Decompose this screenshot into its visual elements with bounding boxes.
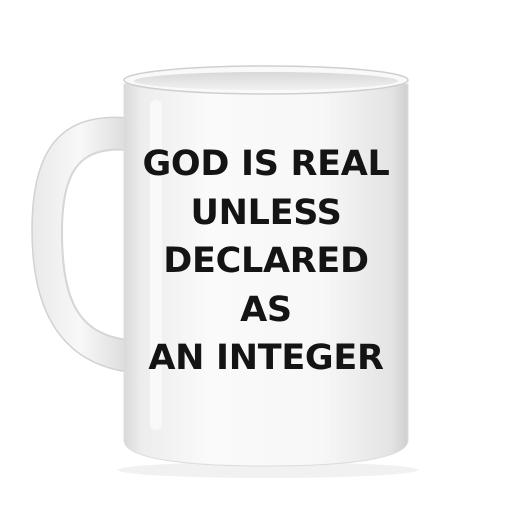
print-line: DECLARED	[163, 241, 369, 281]
print-line: UNLESS	[190, 192, 342, 233]
mug-opening	[134, 72, 398, 90]
mug-print-text	[126, 140, 406, 383]
mug-handle	[32, 117, 128, 372]
print-line: AS	[240, 289, 292, 330]
print-line: GOD IS REAL	[142, 144, 390, 184]
print-line: AN INTEGER	[148, 338, 384, 378]
